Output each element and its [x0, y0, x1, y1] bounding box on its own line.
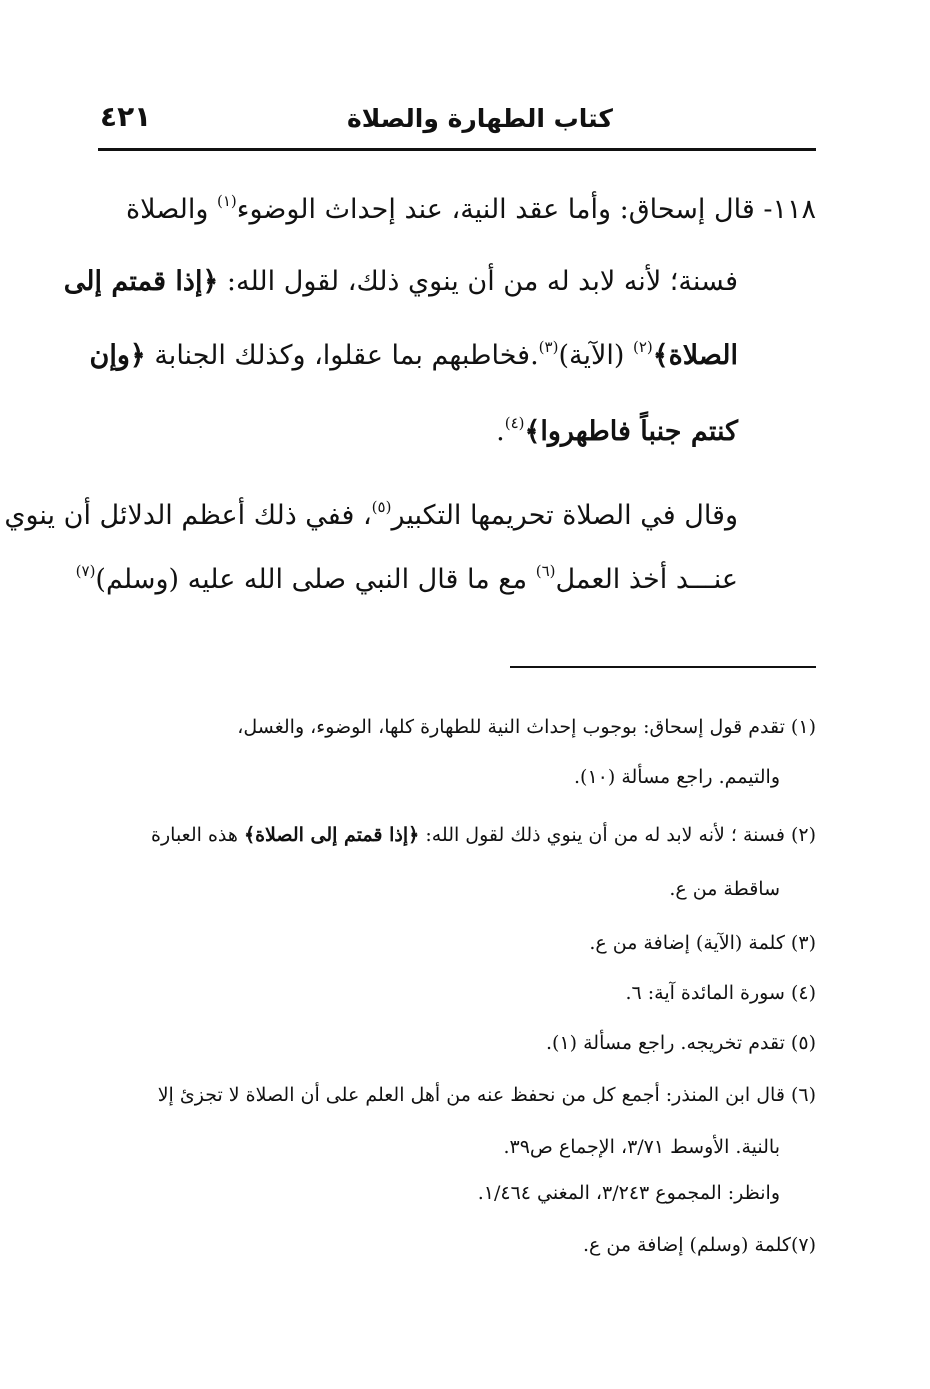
main-text: مع ما قال النبي صلى الله عليه (وسلم): [95, 564, 536, 595]
main-line-6: [76, 560, 738, 600]
main-text: .: [496, 416, 505, 447]
header-rule: [98, 148, 816, 151]
footnote-1-line-1: (١) تقدم قول إسحاق: بوجوب إحداث النية للطهارة كلها، الوضوء، والغسل،: [237, 716, 816, 738]
main-text: وقال في الصلاة تحريمها التكبير: [391, 500, 738, 531]
main-text: والصلاة: [125, 194, 217, 225]
quran-quote: ﴿إذا قمتم إلى الصلاة﴾: [243, 824, 420, 846]
footnote-7: (٧)كلمة (وسلم) إضافة من ع.: [582, 1234, 816, 1256]
quran-quote: كنتم جنباً فاطهروا: [540, 416, 738, 447]
main-line-4: [496, 412, 738, 452]
quran-quote: وإن: [89, 340, 130, 371]
footnote-5: (٥) تقدم تخريجه. راجع مسألة (١).: [546, 1032, 816, 1054]
footnote-text: هذه العبارة: [151, 824, 244, 846]
footnote-2-line-2: ساقطة من ع.: [669, 878, 780, 900]
footnote-3: (٣) كلمة (الآية) إضافة من ع.: [589, 932, 816, 954]
footnote-text: (٢) فسنة ؛ لأنه لابد له من أن ينوي ذلك لقول الله:: [419, 824, 816, 846]
main-text: عنـــد أخذ العمل: [555, 564, 738, 595]
footnote-1-line-2: والتيمم. راجع مسألة (١٠).: [574, 766, 780, 788]
footnote-ref[interactable]: (١): [216, 192, 237, 210]
quran-open-bracket: ﴿: [129, 340, 146, 371]
footnote-2-line-1: [151, 820, 816, 850]
main-text: ، ففي ذلك أعظم الدلائل أن ينوي: [4, 500, 372, 531]
main-line-1: [126, 190, 816, 230]
footnote-ref[interactable]: (٥): [371, 498, 392, 516]
footnote-ref[interactable]: (٦): [535, 562, 556, 580]
issue-number: ١١٨-: [754, 194, 816, 225]
main-line-5: [4, 496, 738, 536]
main-line-2: [64, 262, 738, 302]
quran-quote: إذا قمتم إلى: [63, 266, 203, 297]
main-text: قال إسحاق: وأما عقد النية، عند إحداث الوضوء: [236, 194, 755, 225]
footnote-4: (٤) سورة المائدة آية: ٦.: [625, 982, 816, 1004]
footnote-ref[interactable]: (٢): [632, 338, 653, 356]
running-header-title: كتاب الطهارة والصلاة: [347, 104, 613, 133]
footnote-separator: [510, 666, 816, 668]
footnote-ref[interactable]: (٣): [538, 338, 559, 356]
footnote-ref[interactable]: (٧): [75, 562, 96, 580]
quran-open-bracket: ﴿: [202, 266, 219, 297]
quran-quote: الصلاة: [668, 340, 738, 371]
footnote-6-line-3: وانظر: المجموع ٣/٢٤٣، المغني ١/٤٦٤.: [477, 1182, 780, 1204]
footnote-6-line-1: (٦) قال ابن المنذر: أجمع كل من نحفظ عنه من أهل العلم على أن الصلاة لا تجزئ إلا: [157, 1084, 816, 1106]
page-number: ٤٢١: [100, 100, 152, 133]
quran-close-bracket: ﴾: [524, 416, 541, 447]
main-text: .فخاطبهم بما عقلوا، وكذلك الجنابة: [145, 340, 539, 371]
main-text: فسنة؛ لأنه لابد له من أن ينوي ذلك، لقول الله:: [218, 266, 738, 297]
main-line-3: [90, 336, 738, 376]
main-text: (الآية): [558, 340, 633, 371]
footnote-6-line-2: بالنية. الأوسط ٣/٧١، الإجماع ص٣٩.: [503, 1136, 780, 1158]
footnote-ref[interactable]: (٤): [504, 414, 525, 432]
quran-close-bracket: ﴾: [652, 340, 669, 371]
